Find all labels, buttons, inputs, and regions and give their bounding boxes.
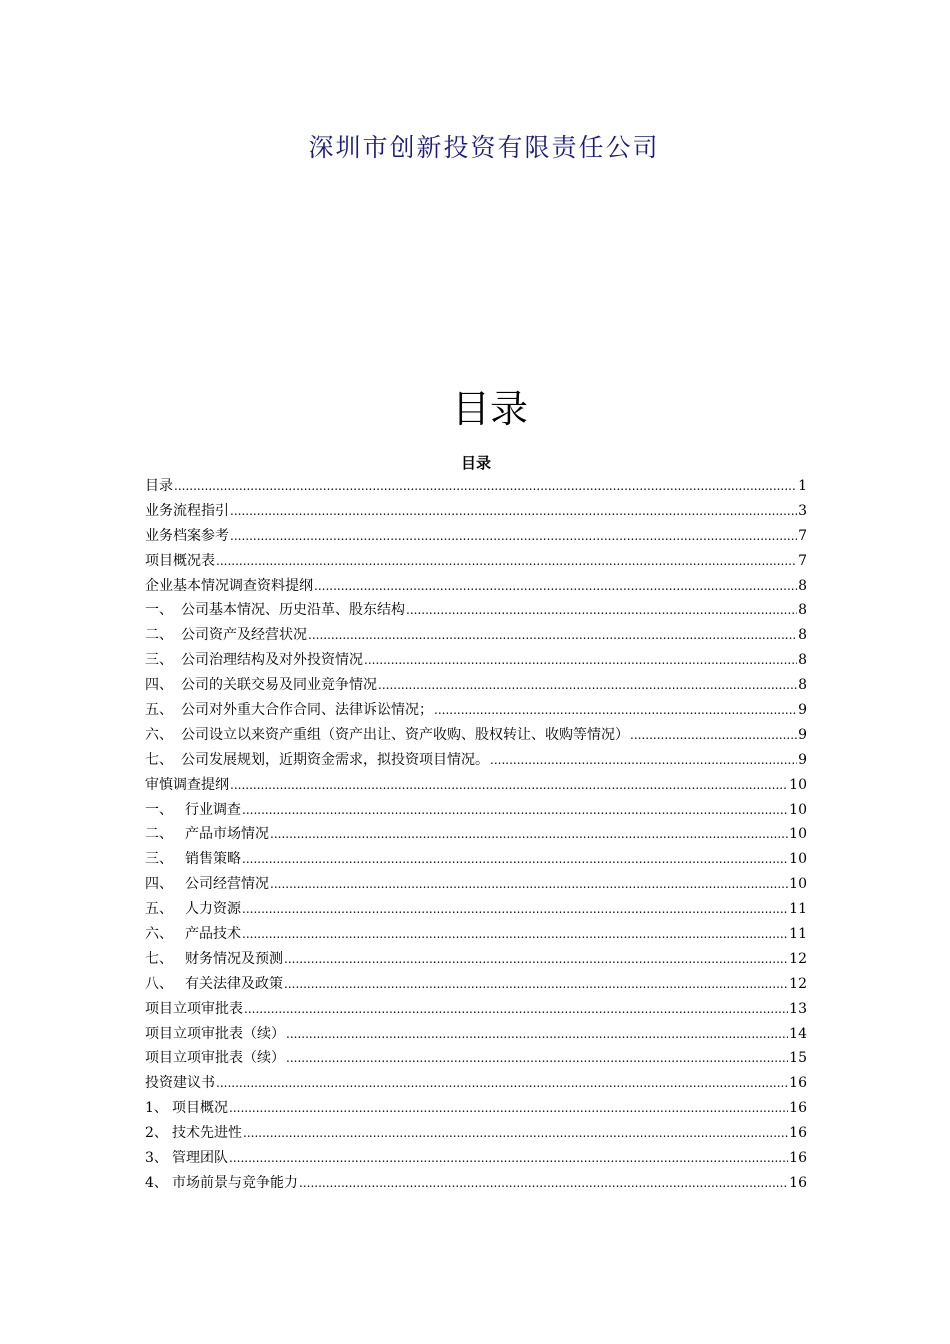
toc-entry[interactable] <box>145 897 807 922</box>
toc-dot-leader <box>286 1046 788 1071</box>
toc-dot-leader <box>284 947 788 972</box>
toc-entry-page: 15 <box>789 1050 807 1067</box>
toc-dot-leader <box>229 1096 788 1121</box>
toc-dot-leader <box>242 922 788 947</box>
toc-entry[interactable] <box>145 499 807 524</box>
toc-entry-title: 项目概况表 <box>145 552 215 569</box>
toc-entry[interactable] <box>145 1171 807 1196</box>
toc-entry[interactable] <box>145 549 807 574</box>
toc-entry-number: 二、 <box>145 826 173 843</box>
toc-entry-title: 公司基本情况、历史沿革、股东结构 <box>181 602 405 619</box>
toc-entry-title: 项目立项审批表 <box>145 1000 243 1017</box>
toc-entry-page: 10 <box>789 776 807 793</box>
toc-entry-title: 技术先进性 <box>172 1125 242 1142</box>
toc-entry[interactable] <box>145 598 807 623</box>
toc-entry-title: 业务流程指引 <box>145 502 229 519</box>
toc-dot-leader <box>490 748 797 773</box>
toc-entry-title: 公司发展规划，近期资金需求，拟投资项目情况。 <box>181 751 489 768</box>
toc-entry-page: 10 <box>789 851 807 868</box>
toc-entry[interactable] <box>145 1046 807 1071</box>
toc-entry[interactable] <box>145 947 807 972</box>
toc-entry[interactable] <box>145 872 807 897</box>
toc-entry[interactable] <box>145 524 807 549</box>
toc-entry-title: 公司资产及经营状况 <box>181 627 307 644</box>
toc-dot-leader <box>630 723 797 748</box>
toc-entry[interactable] <box>145 1096 807 1121</box>
toc-entry-number: 1、 <box>145 1100 168 1117</box>
table-of-contents <box>145 474 807 1196</box>
toc-entry-number: 一、 <box>145 801 173 818</box>
toc-entry-page: 9 <box>798 726 807 743</box>
toc-entry-page: 8 <box>798 652 807 669</box>
toc-entry-page: 8 <box>798 602 807 619</box>
toc-entry-page: 12 <box>789 975 807 992</box>
toc-entry[interactable] <box>145 1146 807 1171</box>
toc-entry-title: 项目立项审批表（续） <box>145 1050 285 1067</box>
toc-entry-title: 目录 <box>145 478 173 494</box>
toc-entry-number: 3、 <box>145 1150 168 1167</box>
toc-entry[interactable] <box>145 847 807 872</box>
toc-entry[interactable] <box>145 1022 807 1047</box>
toc-entry[interactable] <box>145 748 807 773</box>
toc-dot-leader <box>299 1171 788 1196</box>
toc-entry-number: 三、 <box>145 851 173 868</box>
toc-entry-number: 六、 <box>145 726 173 743</box>
toc-dot-leader <box>434 698 797 723</box>
toc-entry-page: 16 <box>789 1150 807 1167</box>
toc-dot-leader <box>270 872 788 897</box>
toc-entry-page: 13 <box>789 1000 807 1017</box>
toc-entry[interactable] <box>145 648 807 673</box>
page-title: 目录 <box>451 387 528 431</box>
toc-entry-title: 人力资源 <box>185 901 241 918</box>
toc-entry-number: 三、 <box>145 652 173 669</box>
toc-entry-page: 7 <box>798 527 807 544</box>
toc-entry-page: 9 <box>798 751 807 768</box>
toc-dot-leader <box>242 847 788 872</box>
toc-entry-page: 8 <box>798 577 807 594</box>
toc-dot-leader <box>216 1071 788 1096</box>
toc-entry-page: 8 <box>798 677 807 694</box>
toc-entry-title: 投资建议书 <box>145 1075 215 1092</box>
toc-entry-page: 7 <box>798 552 807 569</box>
toc-dot-leader <box>364 648 797 673</box>
toc-heading: 目录 <box>460 454 491 472</box>
toc-entry[interactable] <box>145 723 807 748</box>
toc-entry-page: 10 <box>789 801 807 818</box>
toc-entry-number: 四、 <box>145 876 173 893</box>
toc-entry-page: 12 <box>789 950 807 967</box>
company-title: 深圳市创新投资有限责任公司 <box>308 133 660 162</box>
toc-entry-page: 8 <box>798 627 807 644</box>
toc-entry[interactable] <box>145 822 807 847</box>
toc-entry[interactable] <box>145 1071 807 1096</box>
toc-dot-leader <box>242 897 788 922</box>
toc-entry-title: 公司经营情况 <box>185 876 269 893</box>
toc-entry-title: 公司治理结构及对外投资情况 <box>181 652 363 669</box>
toc-entry-title: 市场前景与竞争能力 <box>172 1174 298 1191</box>
toc-entry-page: 1 <box>798 478 807 494</box>
toc-dot-leader <box>314 574 797 599</box>
toc-dot-leader <box>230 524 797 549</box>
toc-dot-leader <box>286 1022 788 1047</box>
toc-entry-title: 管理团队 <box>172 1150 228 1167</box>
toc-entry-title: 财务情况及预测 <box>185 950 283 967</box>
toc-entry-title: 审慎调查提纲 <box>145 776 229 793</box>
toc-dot-leader <box>378 673 797 698</box>
toc-entry[interactable] <box>145 474 807 499</box>
toc-entry-number: 七、 <box>145 950 173 967</box>
toc-entry-title: 公司设立以来资产重组（资产出让、资产收购、股权转让、收购等情况） <box>181 726 629 743</box>
toc-entry[interactable] <box>145 972 807 997</box>
toc-dot-leader <box>230 499 797 524</box>
toc-dot-leader <box>216 549 797 574</box>
toc-entry-page: 16 <box>789 1100 807 1117</box>
toc-entry-title: 产品市场情况 <box>185 826 269 843</box>
toc-entry-title: 行业调查 <box>185 801 241 818</box>
toc-entry-title: 销售策略 <box>185 851 241 868</box>
toc-entry-title: 公司对外重大合作合同、法律诉讼情况； <box>181 702 433 719</box>
toc-entry-number: 2、 <box>145 1125 168 1142</box>
toc-entry-page: 3 <box>798 502 807 519</box>
toc-dot-leader <box>230 773 788 798</box>
toc-dot-leader <box>270 822 788 847</box>
toc-entry-number: 一、 <box>145 602 173 619</box>
toc-entry-number: 六、 <box>145 926 173 943</box>
toc-entry-number: 二、 <box>145 627 173 644</box>
toc-dot-leader <box>406 598 797 623</box>
toc-entry-page: 14 <box>789 1025 807 1042</box>
toc-entry-number: 四、 <box>145 677 173 694</box>
toc-entry-title: 企业基本情况调查资料提纲 <box>145 577 313 594</box>
toc-entry-title: 有关法律及政策 <box>185 975 283 992</box>
toc-entry-number: 五、 <box>145 702 173 719</box>
toc-dot-leader <box>308 623 797 648</box>
toc-dot-leader <box>242 798 788 823</box>
toc-entry[interactable] <box>145 798 807 823</box>
toc-dot-leader <box>244 997 788 1022</box>
toc-entry-page: 11 <box>789 901 807 918</box>
toc-entry-number: 五、 <box>145 901 173 918</box>
toc-entry[interactable] <box>145 673 807 698</box>
toc-entry[interactable] <box>145 698 807 723</box>
toc-entry[interactable] <box>145 574 807 599</box>
toc-entry[interactable] <box>145 773 807 798</box>
toc-entry-title: 公司的关联交易及同业竞争情况 <box>181 677 377 694</box>
toc-entry-number: 八、 <box>145 975 173 992</box>
toc-entry-page: 16 <box>789 1125 807 1142</box>
toc-entry[interactable] <box>145 623 807 648</box>
toc-entry-page: 10 <box>789 876 807 893</box>
toc-entry[interactable] <box>145 1121 807 1146</box>
toc-entry[interactable] <box>145 997 807 1022</box>
toc-dot-leader <box>229 1146 788 1171</box>
toc-entry-title: 产品技术 <box>185 926 241 943</box>
toc-dot-leader <box>243 1121 788 1146</box>
toc-entry-number: 七、 <box>145 751 173 768</box>
toc-entry-number: 4、 <box>145 1174 168 1191</box>
toc-entry-title: 项目立项审批表（续） <box>145 1025 285 1042</box>
toc-entry-page: 16 <box>789 1075 807 1092</box>
toc-dot-leader <box>284 972 788 997</box>
toc-entry-page: 16 <box>789 1174 807 1191</box>
toc-entry-page: 11 <box>789 926 807 943</box>
toc-dot-leader <box>174 474 797 499</box>
toc-entry[interactable] <box>145 922 807 947</box>
toc-entry-page: 10 <box>789 826 807 843</box>
toc-entry-title: 业务档案参考 <box>145 527 229 544</box>
toc-entry-page: 9 <box>798 702 807 719</box>
toc-entry-title: 项目概况 <box>172 1100 228 1117</box>
